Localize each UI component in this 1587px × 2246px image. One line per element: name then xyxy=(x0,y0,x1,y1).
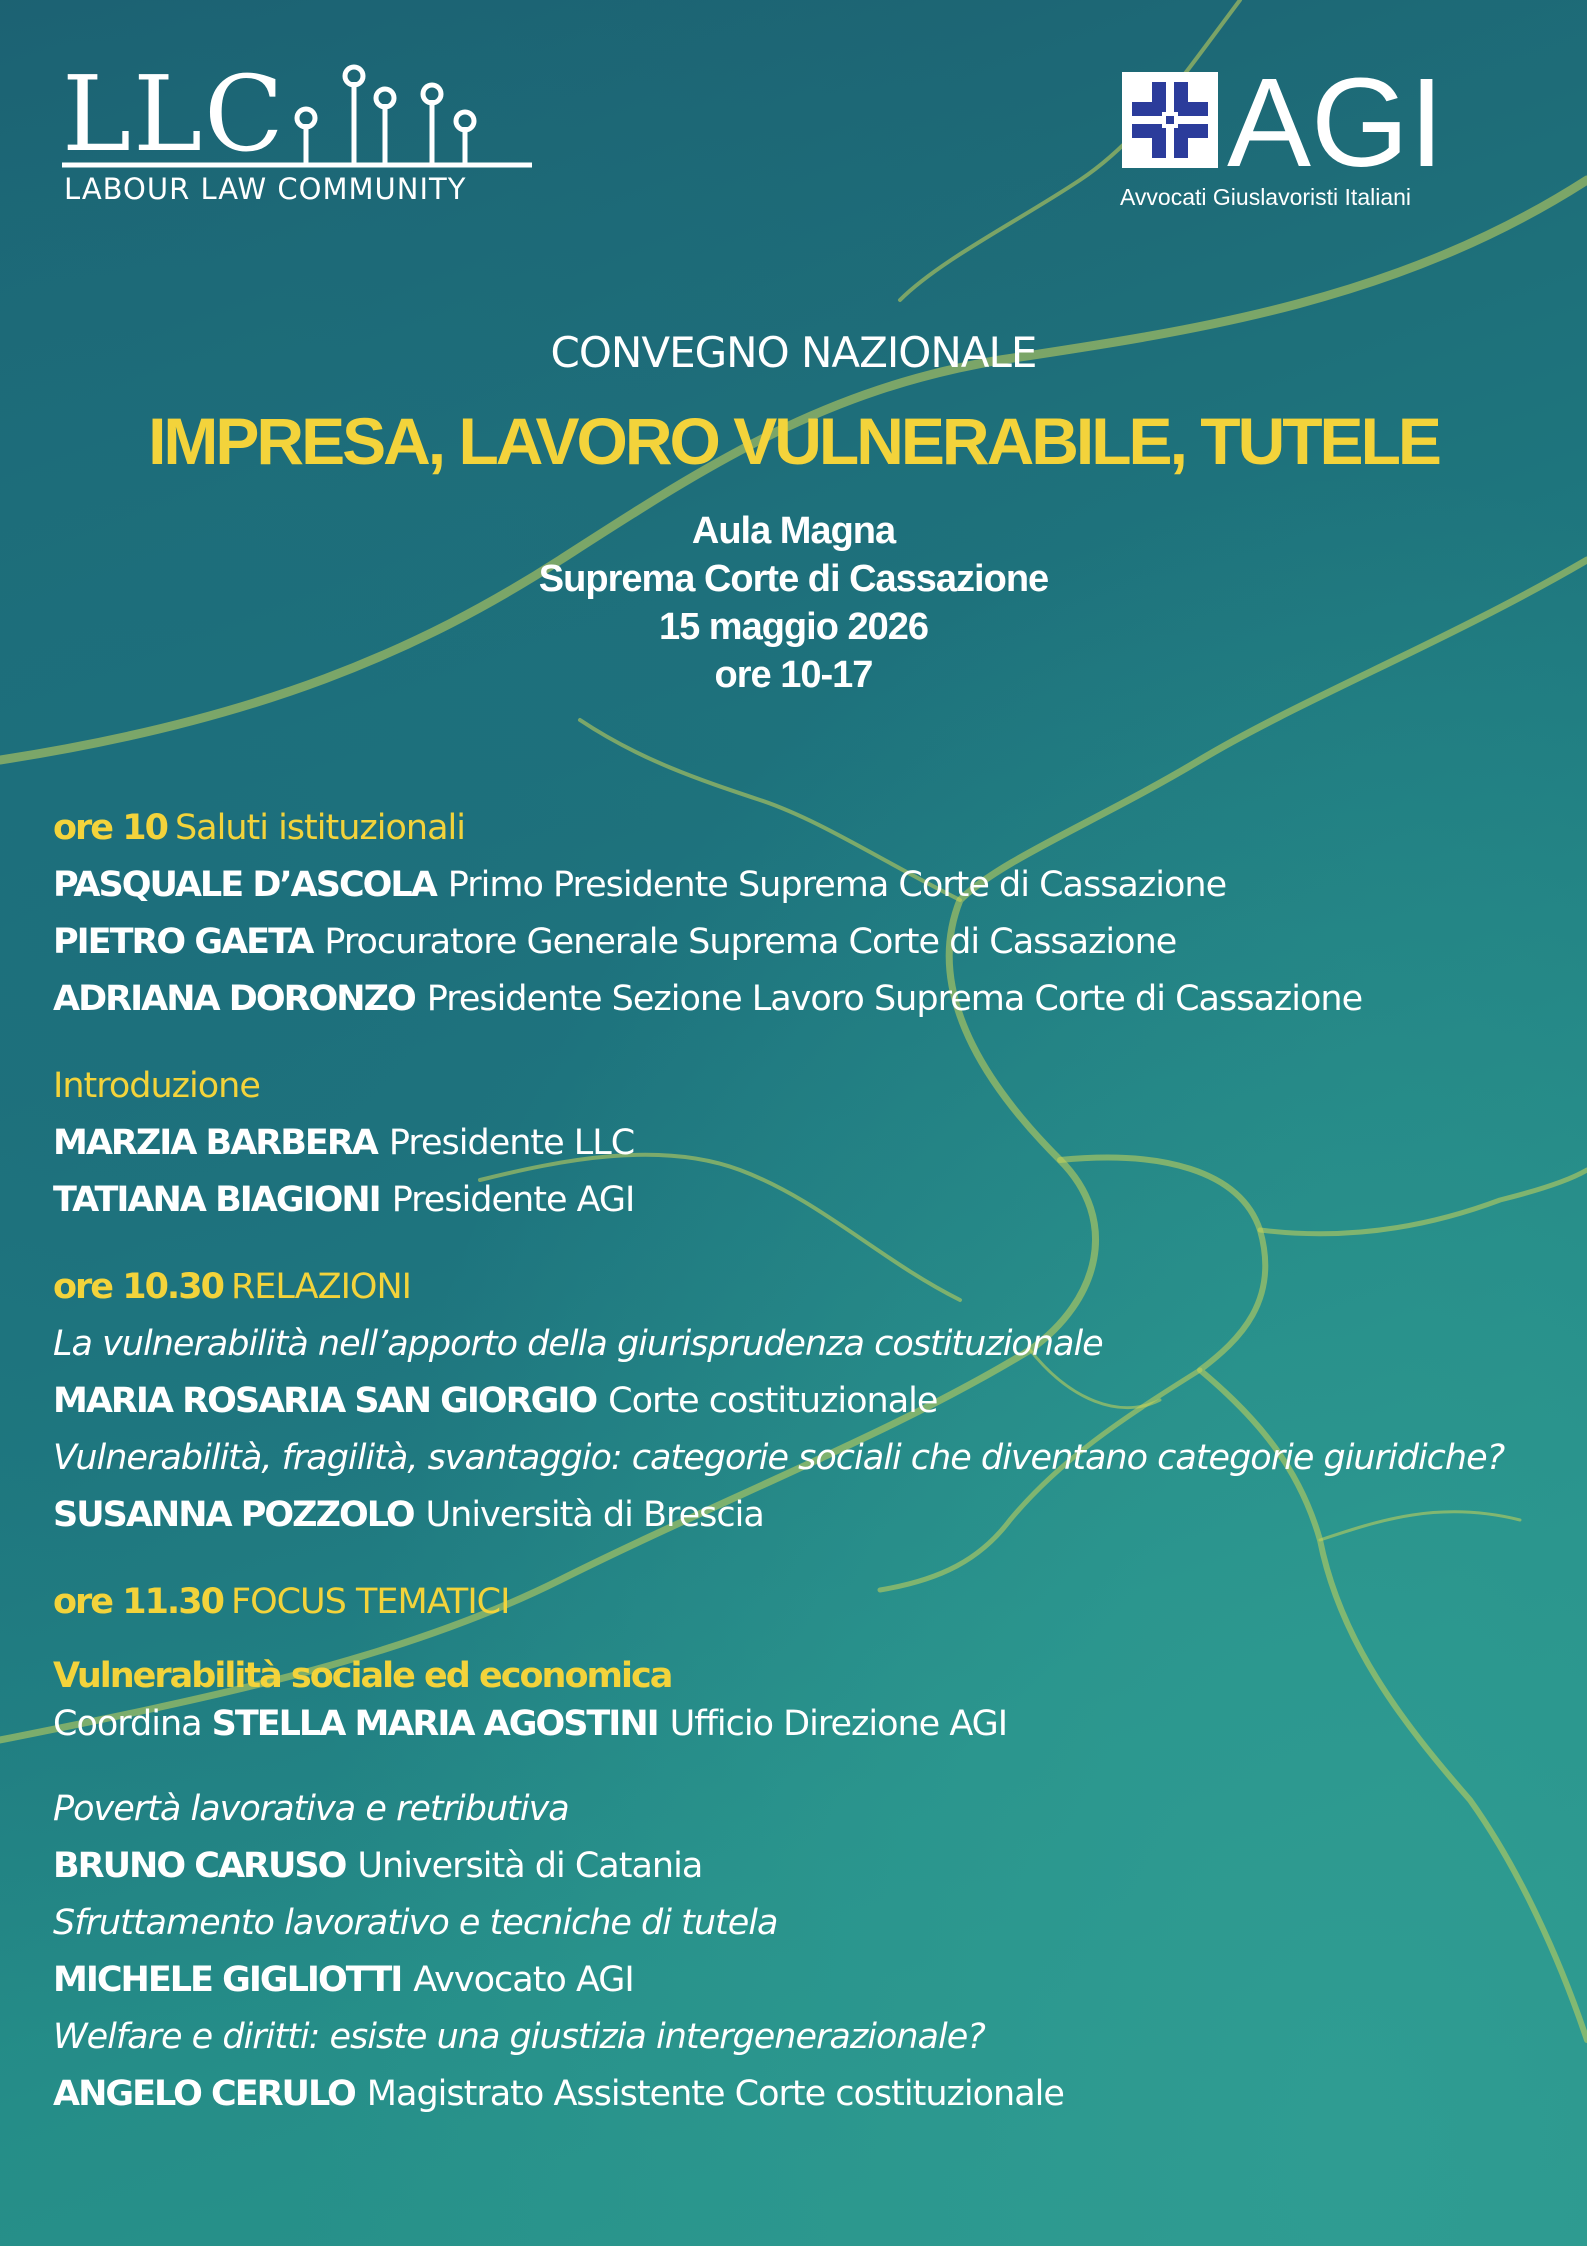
venue-hall: Aula Magna xyxy=(691,510,896,552)
session-label: Saluti istituzionali xyxy=(174,808,465,848)
speaker-line xyxy=(53,1172,1553,1229)
speaker-role: Università di Brescia xyxy=(425,1495,764,1535)
speaker-name: MARIA ROSARIA SAN GIORGIO xyxy=(53,1381,597,1421)
session-label: Introduzione xyxy=(53,1066,260,1106)
talk-topic: Vulnerabilità, fragilità, svantaggio: categorie sociali che diventano categorie giuridiche? xyxy=(53,1438,1505,1478)
session-time: ore 10.30 xyxy=(53,1267,223,1307)
speaker-role: Magistrato Assistente Corte costituzionale xyxy=(366,2074,1064,2114)
llc-logo-mark: LLC xyxy=(62,53,286,175)
program xyxy=(53,800,1553,2153)
speaker-role: Avvocato AGI xyxy=(413,1960,634,2000)
coordinator-role: Ufficio Direzione AGI xyxy=(669,1704,1008,1744)
llc-logo xyxy=(62,53,542,222)
talk-topic: Povertà lavorativa e retributiva xyxy=(53,1789,569,1829)
speaker-name: TATIANA BIAGIONI xyxy=(53,1180,380,1220)
speaker-line xyxy=(53,1838,1553,1895)
agi-logo-subtitle: Avvocati Giuslavoristi Italiani xyxy=(1120,184,1412,210)
section-relazioni xyxy=(53,1259,1553,1544)
llc-logo-subtitle: LABOUR LAW COMMUNITY xyxy=(64,172,467,206)
event-hours: ore 10-17 xyxy=(714,654,873,696)
session-label: RELAZIONI xyxy=(230,1267,411,1307)
section-heading xyxy=(53,1574,1553,1631)
event-date: 15 maggio 2026 xyxy=(658,606,929,648)
session-label: FOCUS TEMATICI xyxy=(230,1582,510,1622)
coordinator-name: STELLA MARIA AGOSTINI xyxy=(211,1704,658,1744)
speaker-name: ANGELO CERULO xyxy=(53,2074,355,2114)
coordinator-line xyxy=(53,1699,1553,1749)
section-focus xyxy=(53,1574,1553,2123)
speaker-name: SUSANNA POZZOLO xyxy=(53,1495,414,1535)
speaker-line xyxy=(53,914,1553,971)
speaker-name: MICHELE GIGLIOTTI xyxy=(53,1960,402,2000)
speaker-role: Presidente Sezione Lavoro Suprema Corte di Cassazione xyxy=(426,979,1363,1019)
speaker-line xyxy=(53,1373,1553,1430)
focus-subheading: Vulnerabilità sociale ed economica xyxy=(53,1656,672,1696)
talk-topic: Welfare e diritti: esiste una giustizia intergenerazionale? xyxy=(53,2017,985,2057)
session-time: ore 11.30 xyxy=(53,1582,223,1622)
event-header xyxy=(0,325,1587,699)
speaker-role: Primo Presidente Suprema Corte di Cassazione xyxy=(447,865,1227,905)
section-heading xyxy=(53,1058,1553,1115)
speaker-role: Procuratore Generale Suprema Corte di Cassazione xyxy=(324,922,1177,962)
section-heading xyxy=(53,1259,1553,1316)
speaker-role: Università di Catania xyxy=(357,1846,703,1886)
speaker-line xyxy=(53,971,1553,1028)
speaker-line xyxy=(53,2066,1553,2123)
agi-logo-mark: AGI xyxy=(1227,52,1445,193)
section-introduzione xyxy=(53,1058,1553,1229)
agi-square-icon xyxy=(1122,72,1218,168)
speaker-role: Presidente AGI xyxy=(391,1180,635,1220)
event-venue xyxy=(0,507,1587,699)
speaker-line xyxy=(53,1115,1553,1172)
agi-logo xyxy=(1120,52,1500,222)
event-type: CONVEGNO NAZIONALE xyxy=(550,328,1037,377)
event-title: IMPRESA, LAVORO VULNERABILE, TUTELE xyxy=(148,404,1439,478)
speaker-name: MARZIA BARBERA xyxy=(53,1123,377,1163)
section-heading xyxy=(53,800,1553,857)
speaker-line xyxy=(53,1952,1553,2009)
session-time: ore 10 xyxy=(53,808,167,848)
speaker-name: ADRIANA DORONZO xyxy=(53,979,415,1019)
speaker-name: PASQUALE D’ASCOLA xyxy=(53,865,436,905)
speaker-line xyxy=(53,1487,1553,1544)
speaker-line xyxy=(53,857,1553,914)
section-saluti xyxy=(53,800,1553,1028)
speaker-name: BRUNO CARUSO xyxy=(53,1846,346,1886)
talk-topic: Sfruttamento lavorativo e tecniche di tutela xyxy=(53,1903,778,1943)
speaker-name: PIETRO GAETA xyxy=(53,922,313,962)
coordinator-prefix: Coordina xyxy=(53,1704,202,1744)
talk-topic: La vulnerabilità nell’apporto della giurisprudenza costituzionale xyxy=(53,1324,1103,1364)
venue-institution: Suprema Corte di Cassazione xyxy=(538,558,1049,600)
speaker-role: Corte costituzionale xyxy=(608,1381,938,1421)
speaker-role: Presidente LLC xyxy=(388,1123,635,1163)
